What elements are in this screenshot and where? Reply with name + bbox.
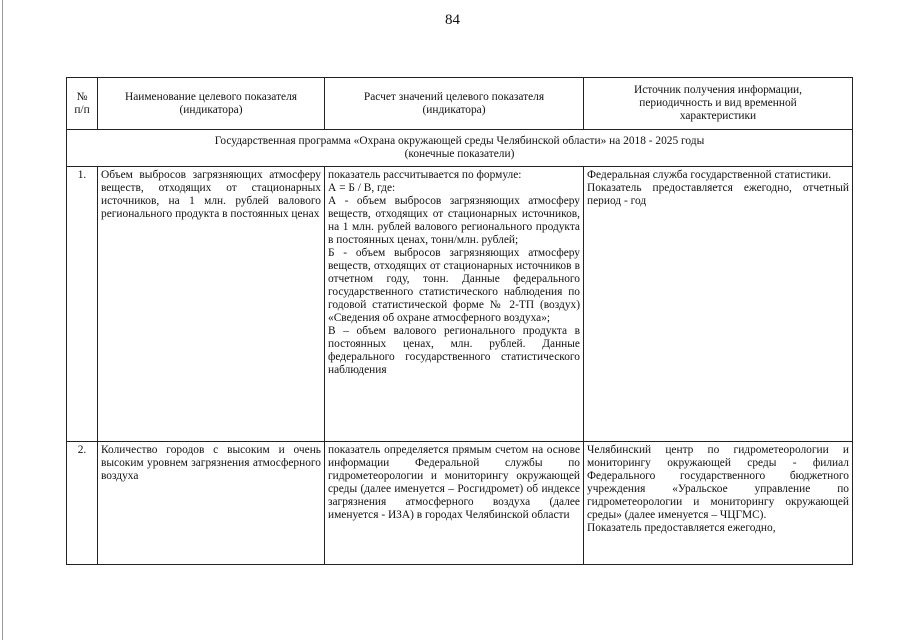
information-source: Федеральная служба государственной статистики. Показатель предоставляется ежегодно, отчетный период - год	[584, 167, 853, 442]
page-left-rule	[2, 0, 3, 640]
information-source: Челябинский центр по гидрометеорологии и мониторингу окружающей среды - филиал Федерального государственного бюджетного учреждения «Уральское управление по гидрометеорологии и мониторингу окружающей среды» (далее именуется – ЧЦГМС). Показатель предоставляется ежегодно,	[584, 442, 853, 565]
row-number: 1.	[67, 167, 98, 442]
program-title: Государственная программа «Охрана окружающей среды Челябинской области» на 2018 - 2025 годы (конечные показатели)	[67, 130, 853, 167]
row-number: 2.	[67, 442, 98, 565]
page-number: 84	[445, 12, 460, 28]
calculation-method: показатель определяется прямым счетом на основе информации Федеральной службы по гидрометеорологии и мониторингу окружающей среды (далее именуется – Росгидромет) об индексе загрязнения атмосферного воздуха (далее именуется - ИЗА) в городах Челябинской области	[325, 442, 584, 565]
indicator-name: Объем выбросов загрязняющих атмосферу веществ, отходящих от стационарных источников, на 1 млн. рублей валового регионального продукта в постоянных ценах	[98, 167, 325, 442]
table-row	[67, 442, 853, 565]
program-title-row	[67, 130, 853, 167]
header-number: № п/п	[67, 78, 98, 130]
header-indicator-name: Наименование целевого показателя (индикатора)	[98, 78, 325, 130]
table-row	[67, 167, 853, 442]
table-header-row	[67, 78, 853, 130]
header-source: Источник получения информации, периодичность и вид временной характеристики	[584, 78, 853, 130]
header-calculation: Расчет значений целевого показателя (индикатора)	[325, 78, 584, 130]
indicators-table	[66, 77, 853, 565]
calculation-method: показатель рассчитывается по формуле: А = Б / В, где: А - объем выбросов загрязняющих атмосферу веществ, отходящих от стационарных источников, на 1 млн. рублей валового регионального продукта в постоянных ценах, тонн/млн. рублей; Б - объем выбросов загрязняющих атмосферу веществ, отходящих от стационарных источников в отчетном году, тонн. Данные федерального государственного статистического наблюдения по годовой статистической форме № 2-ТП (воздух) «Сведения об охране атмосферного воздуха»; В – объем валового регионального продукта в постоянных ценах, млн. рублей. Данные федерального государственного статистического наблюдения	[325, 167, 584, 442]
indicator-name: Количество городов с высоким и очень высоким уровнем загрязнения атмосферного воздуха	[98, 442, 325, 565]
